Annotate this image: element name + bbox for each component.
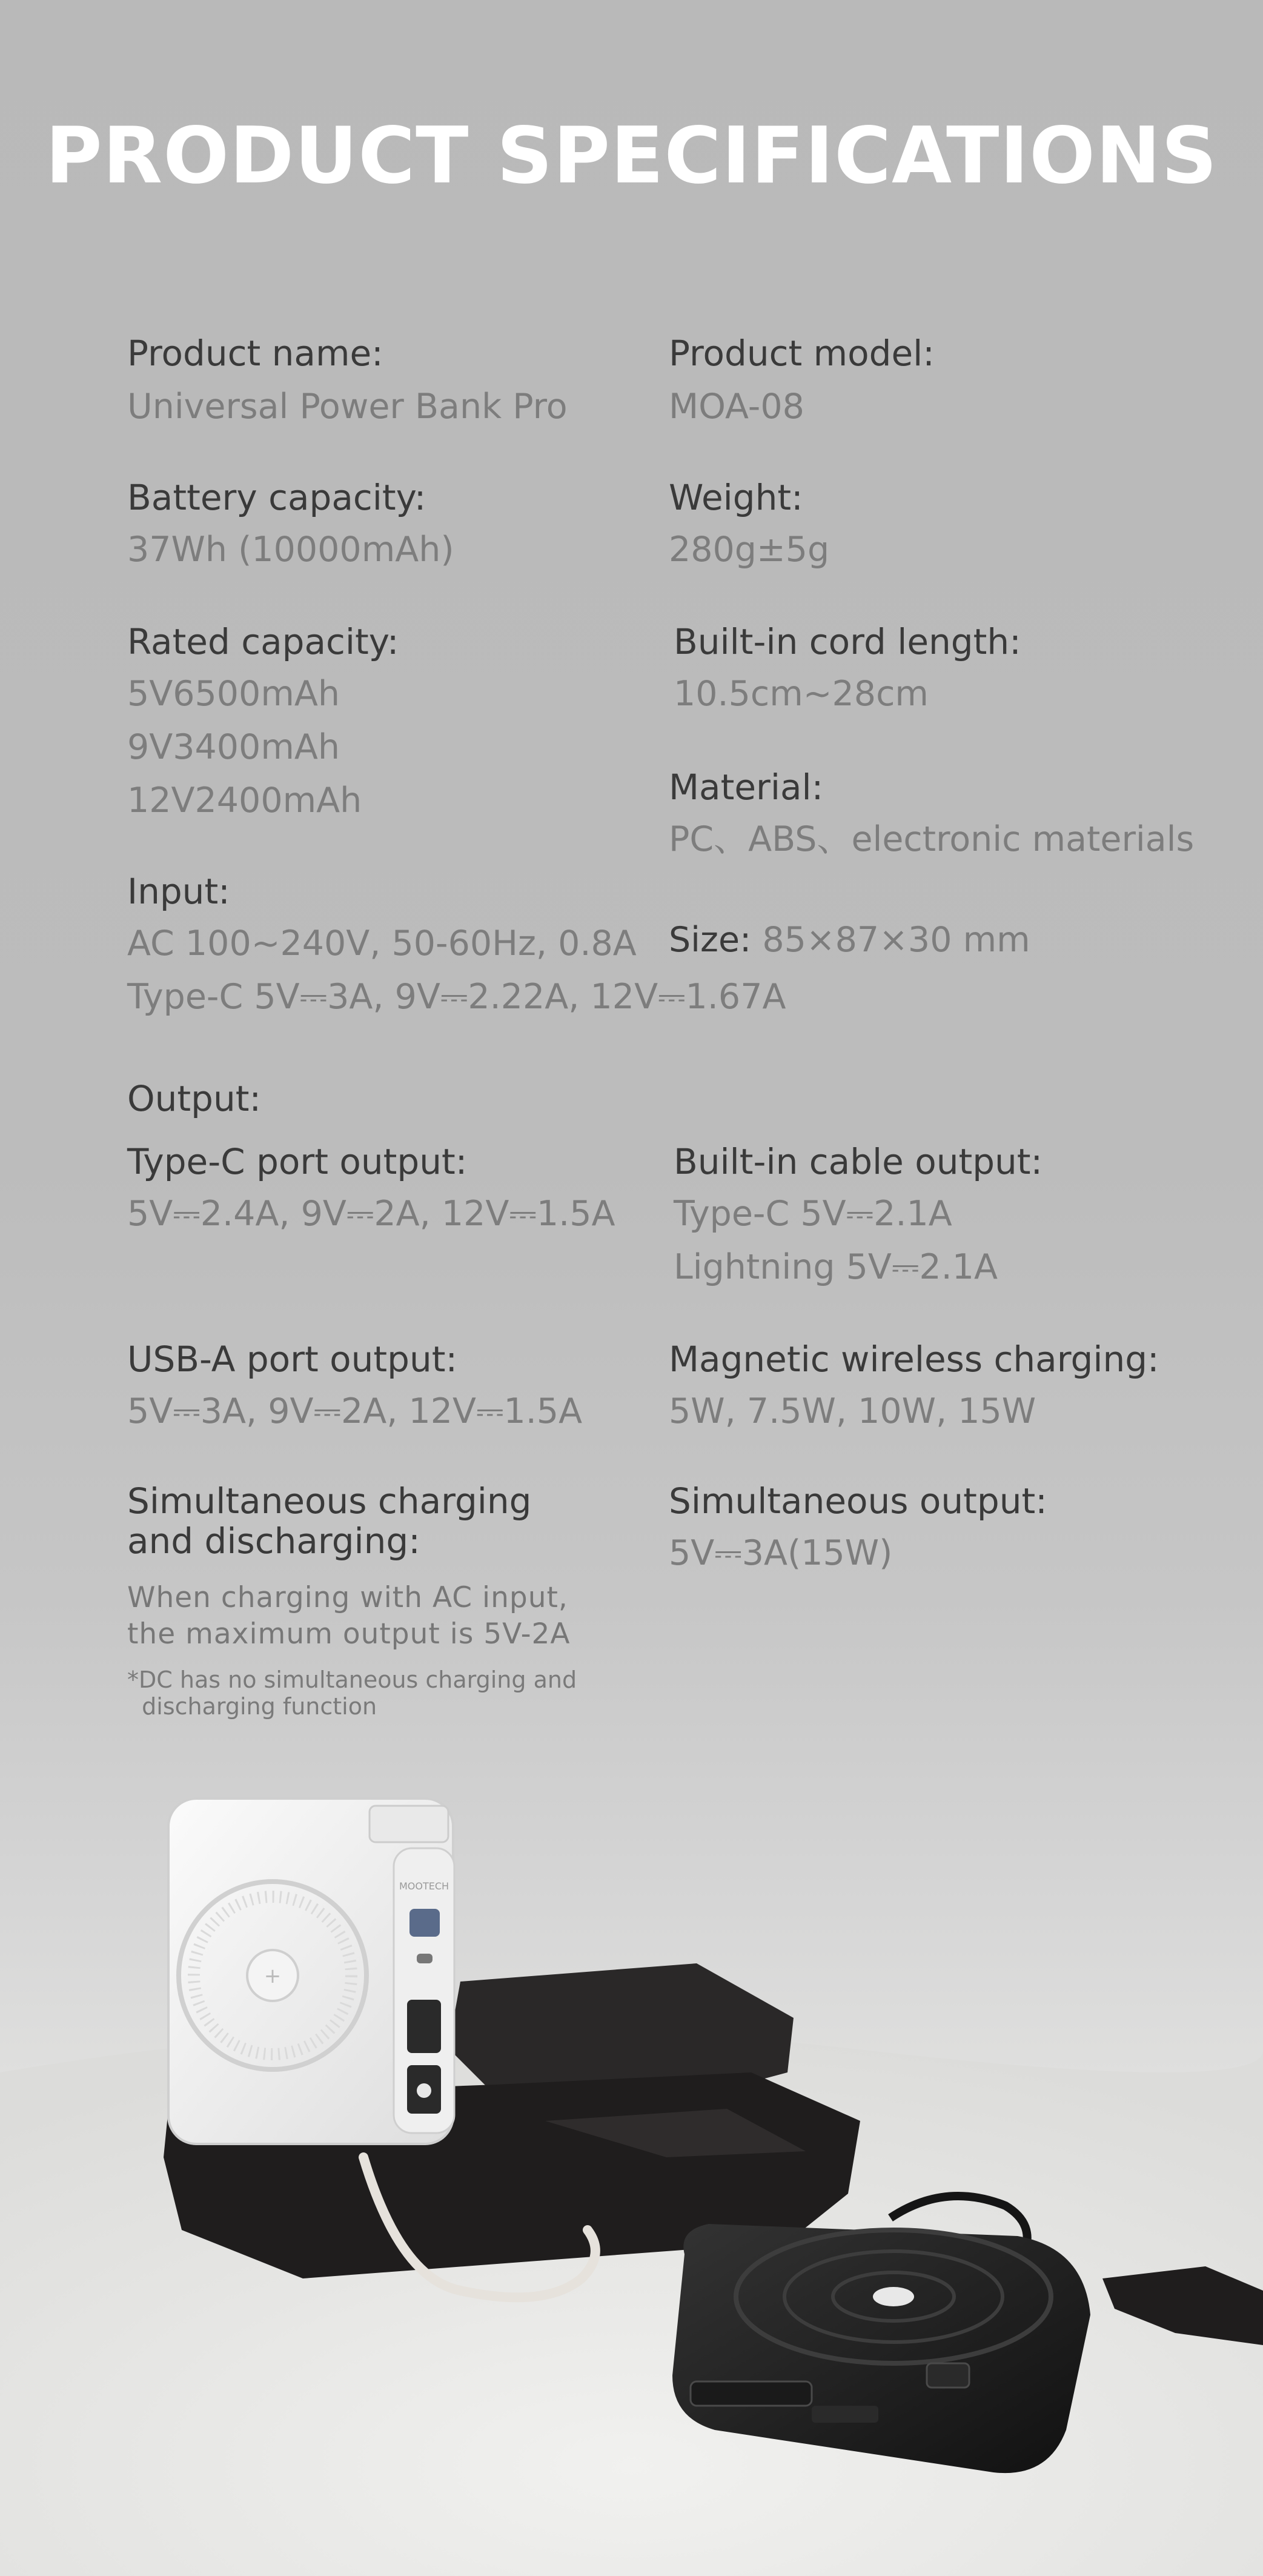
typec-output-label: Type-C port output: [127,1141,468,1182]
battery-capacity-label: Battery capacity: [127,477,426,518]
simultaneous-charging-note-2: the maximum output is 5V-2A [127,1617,571,1651]
size-value: 85×87×30 mm [762,920,1030,960]
simultaneous-charging-note-1: When charging with AC input, [127,1581,568,1614]
product-name-value: Universal Power Bank Pro [127,387,568,427]
input-label: Input: [127,871,230,912]
cord-length-label: Built-in cord length: [674,621,1021,662]
input-value-2: Type-C 5V⎓3A, 9V⎓2.22A, 12V⎓1.67A [127,977,786,1017]
simultaneous-output-label: Simultaneous output: [669,1480,1047,1522]
weight-label: Weight: [669,477,803,518]
rated-capacity-value-2: 9V3400mAh [127,727,340,767]
typec-output-value: 5V⎓2.4A, 9V⎓2A, 12V⎓1.5A [127,1194,615,1234]
brand-logo-text: MOOTECH [399,1880,449,1892]
simultaneous-charging-label-2: and discharging: [127,1520,420,1562]
simultaneous-output-value: 5V⎓3A(15W) [669,1533,893,1573]
input-value-1: AC 100~240V, 50-60Hz, 0.8A [127,924,637,964]
dc-footnote-2: discharging function [127,1693,377,1720]
rated-capacity-value-3: 12V2400mAh [127,780,362,820]
product-name-label: Product name: [127,333,383,374]
rated-capacity-value-1: 5V6500mAh [127,674,340,714]
svg-text:+: + [264,1964,282,1988]
wireless-charging-value: 5W, 7.5W, 10W, 15W [669,1391,1036,1431]
cable-output-label: Built-in cable output: [674,1141,1043,1182]
simultaneous-charging-label-1: Simultaneous charging [127,1480,532,1522]
weight-value: 280g±5g [669,530,830,570]
material-label: Material: [669,767,824,808]
rated-capacity-label: Rated capacity: [127,621,399,662]
cable-output-value-2: Lightning 5V⎓2.1A [674,1247,998,1287]
cable-output-value-1: Type-C 5V⎓2.1A [674,1194,952,1234]
wireless-charging-label: Magnetic wireless charging: [669,1339,1159,1380]
material-value: PC、ABS、electronic materials [669,819,1195,859]
page-title: PRODUCT SPECIFICATIONS [45,111,1218,201]
output-heading: Output: [127,1078,262,1119]
battery-capacity-value: 37Wh (10000mAh) [127,530,454,570]
size-spec [669,914,1030,966]
dc-footnote-1: *DC has no simultaneous charging and [127,1666,577,1693]
product-photo [0,1733,1263,2576]
size-label: Size: [669,920,752,960]
product-model-label: Product model: [669,333,935,374]
product-model-value: MOA-08 [669,387,804,427]
usba-output-value: 5V⎓3A, 9V⎓2A, 12V⎓1.5A [127,1391,583,1431]
usba-output-label: USB-A port output: [127,1339,457,1380]
black-power-bank [672,2196,1090,2473]
cord-length-value: 10.5cm~28cm [674,674,929,714]
